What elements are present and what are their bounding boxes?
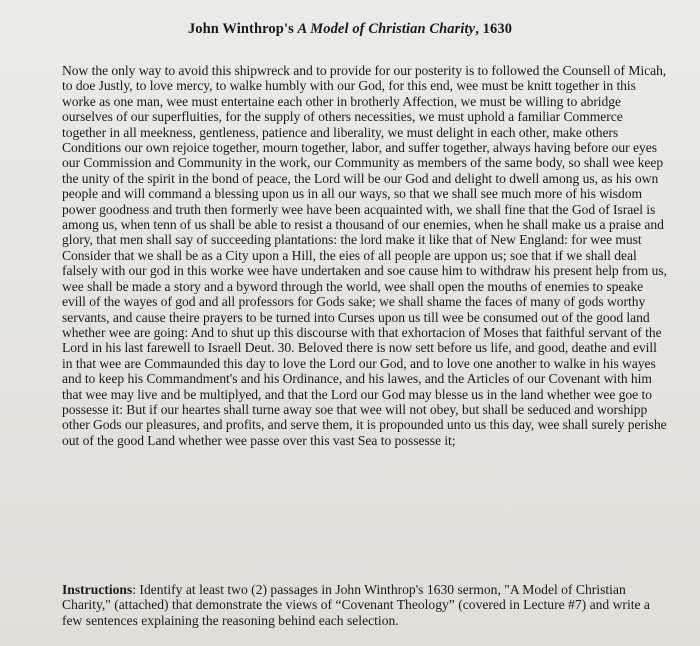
instructions-label: Instructions bbox=[62, 582, 133, 597]
document-title bbox=[0, 21, 700, 38]
title-work: A Model of Christian Charity bbox=[297, 21, 476, 37]
instructions-text: : Identify at least two (2) passages in John Winthrop's 1630 sermon, "A Model of Christian Charity," (attached) that demonstrate the views of “Covenant Theology” (covered in Lecture #7) and write a few sentences explaining the reasoning behind each selection. bbox=[62, 582, 650, 628]
sermon-excerpt: Now the only way to avoid this shipwreck and to provide for our posterity is to followed the Counsell of Micah, to doe Justly, to love mercy, to walke humbly with our God, for this end, wee must be knitt together in this worke as one man, wee must entertaine each other in brotherly Affection, we must be willing to abridge ourselves of our superfluities, for the supply of others necessities, we must uphold a familiar Commerce together in all meekness, gentleness, patience and liberality, we must delight in each other, make others Conditions our own rejoice together, mourn together, labor, and suffer together, always having before our eyes our Commission and Community in the work, our Community as members of the same body, so shall wee keep the unity of the spirit in the bond of peace, the Lord will be our God and delight to dwell among us, as his own people and will command a blessing upon us in all our ways, so that we shall see much more of his wisdom power goodness and truth then formerly wee have been acquainted with, we shall fine that the God of Israel is among us, when tenn of us shall be able to resist a thousand of our enemies, when he shall make us a praise and glory, that men shall say of succeeding plantations: the lord make it like that of New England: for wee must Consider that we shall be as a City upon a Hill, the eies of all people are uppon us; soe that if we shall deal falsely with our god in this worke wee have undertaken and soe cause him to withdraw his present help from us, wee shall be made a story and a byword through the world, wee shall open the mouths of enemies to speake evill of the wayes of god and all professors for Gods sake; we shall shame the faces of many of gods worthy servants, and cause theire prayers to be turned into Curses upon us till wee be consumed out of the good land whether wee are going: And to shut up this discourse with that exhortacion of Moses that faithful servant of the Lord in his last farewell to Israell Deut. 30. Beloved there is now sett before us life, and good, deathe and evill in that wee are Commaunded this day to love the Lord our God, and to love one another to walke in his wayes and to keep his Commandment's and his Ordinance, and his lawes, and the Articles of our Covenant with him that wee may live and be multiplyed, and that the Lord our God may blesse us in the land whether wee goe to possesse it: But if our heartes shall turne away soe that wee will not obey, but shall be seduced and worshipp other Gods our pleasures, and profits, and serve them, it is propounded unto us this day, wee shall surely perishe out of the good Land whether wee passe over this vast Sea to possesse it; bbox=[62, 63, 667, 448]
title-prefix: John Winthrop's bbox=[187, 21, 298, 37]
title-suffix: , 1630 bbox=[475, 21, 513, 37]
instructions-paragraph bbox=[62, 582, 668, 628]
